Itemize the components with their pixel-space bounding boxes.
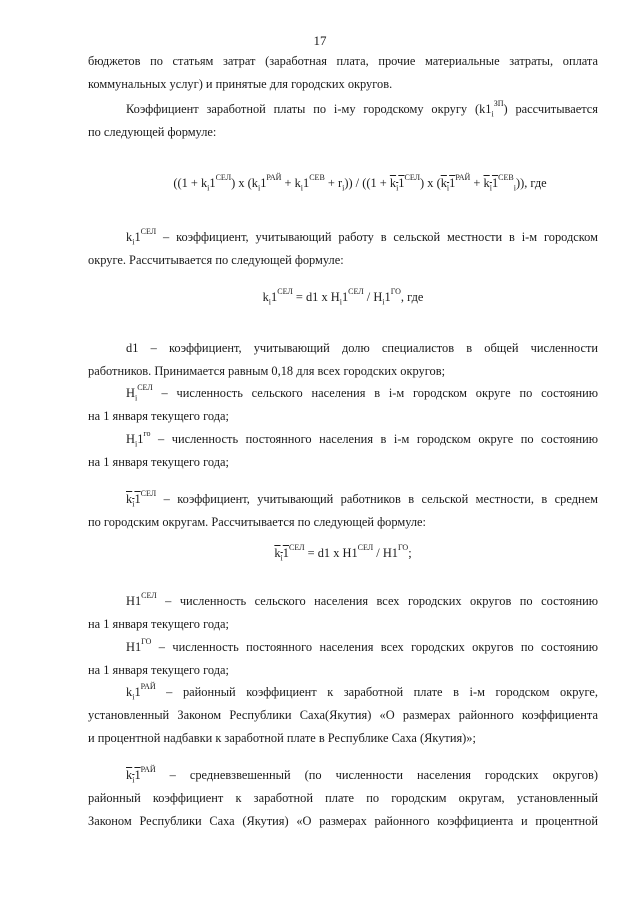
intro-line-2: коммунальных услуг) и принятые для городских округов. [88,77,393,91]
formula-k-bar-sel: $k_i1^{СЕЛ} = d1$ х $H1^{СЕЛ} / H1^{ГО}$; [274,543,412,563]
definition-h-go-line-1: $H_i1^{го}$ – численность постоянного населения в i-м городском округе по состоянию [126,429,598,449]
definition-d1-line-2: работников. Принимается равным 0,18 для всех городских округов; [88,364,446,378]
coefficient-intro-paragraph [88,98,598,144]
definition-h1-sel-line-1: $H1^{СЕЛ}$ – численность сельского населения всех городских округов по состоянию [126,591,598,608]
formula-k-sel: $k_i1^{СЕЛ} = d1$ х $H_i1^{СЕЛ} / H_i1^{ГО}$, где [262,287,424,307]
definition-d1-line-1: d1 – коэффициент, учитывающий долю специалистов в общей численности [126,341,598,355]
definition-k-bar-rai [88,764,598,833]
coefficient-intro-line-1: Коэффициент заработной платы по i-му городскому округу $(k1_i^{ЗП})$ рассчитывается [126,99,598,119]
definition-k-bar-sel-line-1: $k_i1^{СЕЛ}$ – коэффициент, учитывающий работников в сельской местности, в среднем [126,489,598,509]
definition-k-bar-rai-line-2: районный коэффициент к заработной плате по городским округам, установленный [88,791,598,805]
definition-k-sel [88,226,598,272]
definition-h-sel-line-2: на 1 января текущего года; [88,409,229,423]
page-number: 17 [313,33,327,48]
definition-k-rai-line-2: установленный Законом Республики Саха(Якутия) «О размерах районного коэффициента [88,708,598,722]
definition-k-bar-rai-line-1: $k_i1^{РАЙ}$ – средневзвешенный (по численности населения городских округов) [126,765,598,785]
definition-d1 [88,337,598,383]
definition-h-sel-line-1: $H_i^{СЕЛ}$ – численность сельского населения в i-м городском округе по состоянию [126,383,598,403]
definition-k-rai [88,681,598,750]
definition-h1-sel-line-2: на 1 января текущего года; [88,617,229,631]
definition-h1-go [88,636,598,682]
definition-h1-sel [88,590,598,636]
formula-salary-coefficient: ($(1 + k_i1^{СЕЛ})$ х $(k_i1^{РАЙ} + k_i1^{СЕВ} + r_i)) / ((1 + k_i1^{СЕЛ})$ х $(k_i1^{РАЙ} + k_i1^{СЕВ}_i)$), где [173,173,547,193]
definition-h1-go-line-2: на 1 января текущего года; [88,663,229,677]
definition-k-bar-rai-line-3: Законом Республики Саха (Якутия) «О размерах районного коэффициента и процентной [88,814,598,828]
definition-h-go-line-2: на 1 января текущего года; [88,455,229,469]
definition-k-bar-sel [88,488,598,534]
definition-k-bar-sel-line-2: по городским округам. Рассчитывается по следующей формуле: [88,515,426,529]
definition-h-go [88,428,598,474]
definition-k-sel-line-1: $k_i1^{СЕЛ}$ – коэффициент, учитывающий работу в сельской местности в i-м городском [126,227,598,247]
definition-h1-go-line-1: $H1^{ГО}$ – численность постоянного населения всех городских округов по состоянию [126,637,598,654]
intro-paragraph [88,50,598,96]
intro-line-1: бюджетов по статьям затрат (заработная плата, прочие материальные затраты, оплата [88,54,598,68]
definition-k-sel-line-2: округе. Рассчитывается по следующей формуле: [88,253,344,267]
definition-h-sel [88,382,598,428]
definition-k-rai-line-1: $k_i1^{РАЙ}$ – районный коэффициент к заработной плате в i-м городском округе, [126,682,598,702]
definition-k-rai-line-3: и процентной надбавки к заработной плате в Республике Саха (Якутия)»; [88,731,476,745]
coefficient-intro-line-2: по следующей формуле: [88,125,217,139]
